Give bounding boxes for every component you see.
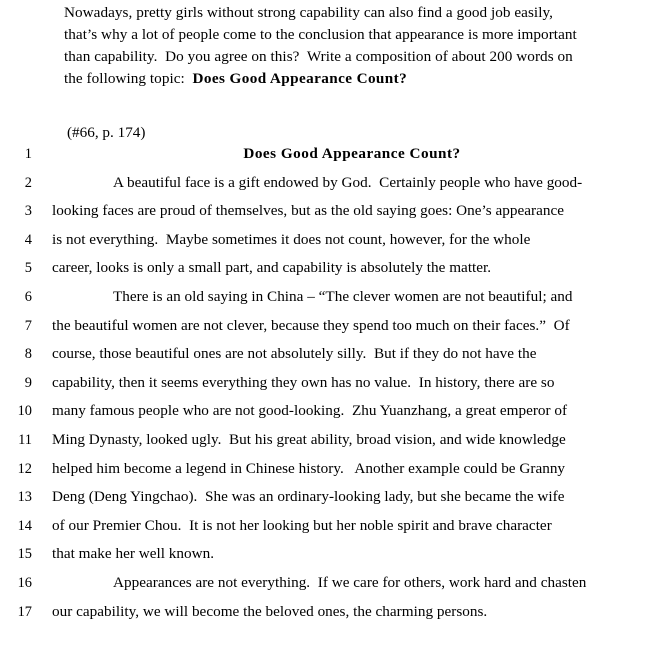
- prompt-topic-title: Does Good Appearance Count?: [192, 70, 408, 87]
- line-number: 8: [24, 346, 32, 363]
- line-number: 2: [24, 174, 32, 191]
- composition-line-row: [0, 603, 670, 632]
- composition-line-text: our capability, we will become the beloved ones, the charming persons.: [52, 602, 488, 620]
- composition-line-text: There is an old saying in China – “The clever women are not beautiful; and: [113, 287, 573, 305]
- line-number: 3: [24, 203, 32, 220]
- prompt-line-4: [64, 68, 656, 90]
- composition-line-text: career, looks is only a small part, and capability is absolutely the matter.: [52, 259, 492, 277]
- line-number: 6: [24, 288, 32, 305]
- composition-line-row: [0, 174, 670, 203]
- line-number: 9: [24, 374, 32, 391]
- composition-line-text: is not everything. Maybe sometimes it does not count, however, for the whole: [52, 230, 531, 248]
- line-number: 11: [18, 431, 32, 448]
- composition-line-row: [0, 460, 670, 489]
- composition-line-row: [0, 488, 670, 517]
- source-reference: (#66, p. 174): [67, 124, 146, 141]
- composition-line-row: [0, 317, 670, 346]
- prompt-line-4-text: the following topic:: [64, 70, 193, 87]
- prompt-paragraph: [64, 2, 656, 90]
- composition-line-row: [0, 574, 670, 603]
- composition-line-row: [0, 259, 670, 288]
- composition-line-row: [0, 431, 670, 460]
- line-number: 16: [17, 574, 32, 591]
- composition-line-text: A beautiful face is a gift endowed by God. Certainly people who have good-: [113, 173, 583, 191]
- composition-line-row: [0, 374, 670, 403]
- line-number: 4: [24, 231, 32, 248]
- prompt-line-1: Nowadays, pretty girls without strong capability can also find a good job easily,: [64, 4, 553, 21]
- line-number: 17: [17, 603, 32, 620]
- composition-line-text: looking faces are proud of themselves, but as the old saying goes: One’s appearance: [52, 202, 564, 220]
- composition-line-text: capability, then it seems everything they own has no value. In history, there are so: [52, 373, 555, 391]
- composition-line-text: helped him become a legend in Chinese history. Another example could be Granny: [52, 459, 566, 477]
- composition-body: [0, 145, 670, 631]
- composition-line-text: the beautiful women are not clever, because they spend too much on their faces.” Of: [52, 316, 570, 334]
- line-number: 5: [24, 260, 32, 277]
- composition-line-row: [0, 345, 670, 374]
- line-number: 10: [17, 403, 32, 420]
- line-number: 12: [17, 460, 32, 477]
- composition-line-text: Ming Dynasty, looked ugly. But his great ability, broad vision, and wide knowledge: [52, 430, 566, 448]
- prompt-line-3: than capability. Do you agree on this? Write a composition of about 200 words on: [64, 48, 573, 65]
- composition-line-text: course, those beautiful ones are not absolutely silly. But if they do not have the: [52, 345, 537, 363]
- line-number: 7: [24, 317, 32, 334]
- line-number: 15: [17, 546, 32, 563]
- prompt-line-2: that’s why a lot of people come to the conclusion that appearance is more important: [64, 26, 577, 43]
- composition-line-text: many famous people who are not good-looking. Zhu Yuanzhang, a great emperor of: [52, 402, 568, 420]
- composition-line-text: of our Premier Chou. It is not her looking but her noble spirit and brave character: [52, 516, 552, 534]
- line-number: 1: [24, 146, 32, 162]
- composition-line-text: that make her well known.: [52, 545, 215, 563]
- composition-line-row: [0, 145, 670, 174]
- composition-line-text: Deng (Deng Yingchao). She was an ordinary-looking lady, but she became the wife: [52, 488, 565, 506]
- composition-line-text: Appearances are not everything. If we care for others, work hard and chasten: [113, 573, 587, 591]
- composition-line-row: [0, 402, 670, 431]
- line-number: 13: [17, 489, 32, 506]
- composition-line-row: [0, 517, 670, 546]
- line-number: 14: [17, 517, 32, 534]
- essay-title: Does Good Appearance Count?: [243, 145, 461, 162]
- composition-line-row: [0, 545, 670, 574]
- composition-line-row: [0, 202, 670, 231]
- composition-line-row: [0, 288, 670, 317]
- composition-line-row: [0, 231, 670, 260]
